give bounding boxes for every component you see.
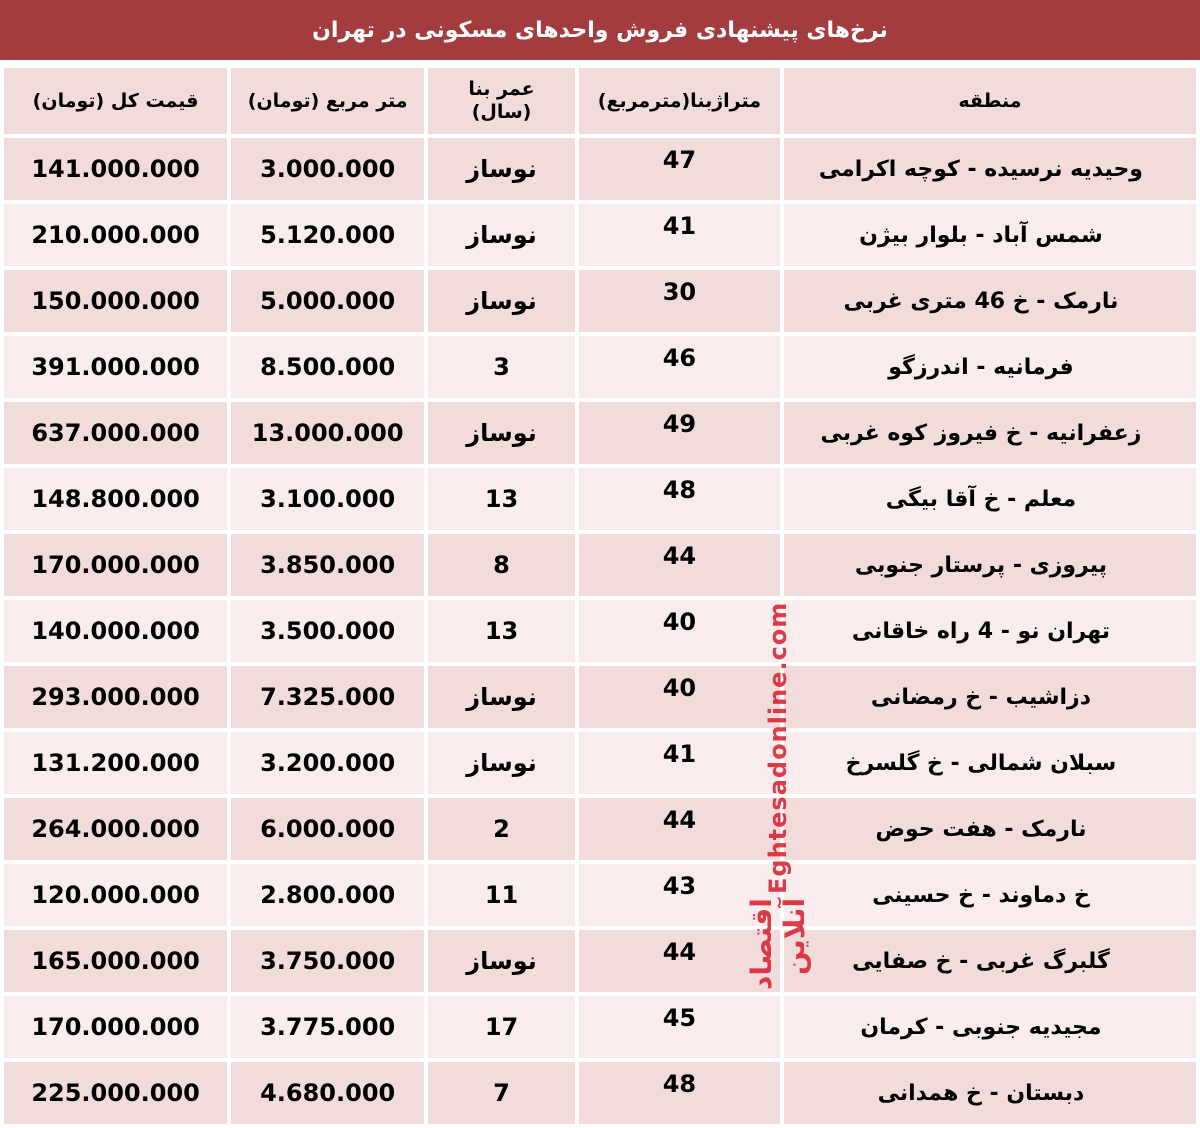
cell-total-price: 140.000.000 [4, 600, 227, 662]
cell-region: خ دماوند - خ حسینی [784, 864, 1196, 926]
cell-total-price: 141.000.000 [4, 138, 227, 200]
cell-total-price: 264.000.000 [4, 798, 227, 860]
cell-area: 43 [579, 864, 780, 926]
cell-price-per-meter: 7.325.000 [231, 666, 424, 728]
table-row [4, 534, 1196, 596]
table-row [4, 402, 1196, 464]
cell-area: 44 [579, 534, 780, 596]
cell-area: 48 [579, 1062, 780, 1124]
cell-area: 44 [579, 930, 780, 992]
cell-total-price: 120.000.000 [4, 864, 227, 926]
cell-area: 44 [579, 798, 780, 860]
cell-region: شمس آباد - بلوار بیژن [784, 204, 1196, 266]
cell-age: نوساز [428, 930, 575, 992]
header-row [4, 68, 1196, 134]
cell-price-per-meter: 3.100.000 [231, 468, 424, 530]
cell-region: دزاشیب - خ رمضانی [784, 666, 1196, 728]
cell-age: 13 [428, 468, 575, 530]
cell-price-per-meter: 4.680.000 [231, 1062, 424, 1124]
cell-region: پیروزی - پرستار جنوبی [784, 534, 1196, 596]
cell-price-per-meter: 8.500.000 [231, 336, 424, 398]
cell-total-price: 293.000.000 [4, 666, 227, 728]
cell-total-price: 131.200.000 [4, 732, 227, 794]
cell-total-price: 170.000.000 [4, 534, 227, 596]
table-row [4, 204, 1196, 266]
watermark-en: Eghtesadonline.com [764, 601, 792, 895]
table-row [4, 468, 1196, 530]
cell-age: نوساز [428, 204, 575, 266]
table-row [4, 270, 1196, 332]
table-title-bar [0, 0, 1200, 64]
price-table [0, 64, 1200, 1128]
cell-price-per-meter: 3.775.000 [231, 996, 424, 1058]
header-region: منطقه [784, 68, 1196, 134]
cell-area: 45 [579, 996, 780, 1058]
table-title: نرخ‌های پیشنهادی فروش واحدهای مسکونی در تهران [312, 17, 888, 43]
cell-area: 46 [579, 336, 780, 398]
header-age: عمر بنا (سال) [428, 68, 575, 134]
cell-age: 7 [428, 1062, 575, 1124]
cell-total-price: 170.000.000 [4, 996, 227, 1058]
cell-region: گلبرگ غربی - خ صفایی [784, 930, 1196, 992]
cell-region: دبستان - خ همدانی [784, 1062, 1196, 1124]
cell-area: 30 [579, 270, 780, 332]
cell-age: 2 [428, 798, 575, 860]
cell-total-price: 165.000.000 [4, 930, 227, 992]
cell-total-price: 637.000.000 [4, 402, 227, 464]
table-row [4, 996, 1196, 1058]
cell-price-per-meter: 3.750.000 [231, 930, 424, 992]
cell-area: 41 [579, 732, 780, 794]
cell-region: تهران نو - 4 راه خاقانی [784, 600, 1196, 662]
table-row [4, 732, 1196, 794]
cell-age: 3 [428, 336, 575, 398]
cell-age: نوساز [428, 138, 575, 200]
cell-price-per-meter: 3.500.000 [231, 600, 424, 662]
header-price-per-meter: متر مربع (تومان) [231, 68, 424, 134]
cell-region: فرمانیه - اندرزگو [784, 336, 1196, 398]
cell-price-per-meter: 3.000.000 [231, 138, 424, 200]
cell-total-price: 225.000.000 [4, 1062, 227, 1124]
cell-age: نوساز [428, 666, 575, 728]
cell-age: 11 [428, 864, 575, 926]
table-row [4, 798, 1196, 860]
cell-area: 47 [579, 138, 780, 200]
cell-area: 49 [579, 402, 780, 464]
table-row [4, 864, 1196, 926]
cell-area: 40 [579, 666, 780, 728]
cell-region: مجیدیه جنوبی - کرمان [784, 996, 1196, 1058]
table-row [4, 930, 1196, 992]
cell-region: معلم - خ آقا بیگی [784, 468, 1196, 530]
cell-total-price: 210.000.000 [4, 204, 227, 266]
cell-region: زعفرانیه - خ فیروز کوه غربی [784, 402, 1196, 464]
table-row [4, 138, 1196, 200]
cell-price-per-meter: 13.000.000 [231, 402, 424, 464]
cell-age: نوساز [428, 402, 575, 464]
cell-area: 40 [579, 600, 780, 662]
cell-region: وحیدیه نرسیده - کوچه اکرامی [784, 138, 1196, 200]
cell-price-per-meter: 5.000.000 [231, 270, 424, 332]
cell-price-per-meter: 3.850.000 [231, 534, 424, 596]
cell-total-price: 150.000.000 [4, 270, 227, 332]
cell-total-price: 148.800.000 [4, 468, 227, 530]
table-row [4, 1062, 1196, 1124]
watermark-fa: اقتصاد آنلاین [745, 898, 811, 991]
header-total-price: قیمت کل (تومان) [4, 68, 227, 134]
cell-region: نارمک - هفت حوض [784, 798, 1196, 860]
table-row [4, 600, 1196, 662]
table-row [4, 336, 1196, 398]
header-area: متراژبنا(مترمربع) [579, 68, 780, 134]
cell-age: 17 [428, 996, 575, 1058]
cell-price-per-meter: 2.800.000 [231, 864, 424, 926]
cell-area: 41 [579, 204, 780, 266]
cell-age: نوساز [428, 270, 575, 332]
cell-price-per-meter: 5.120.000 [231, 204, 424, 266]
cell-region: نارمک - خ 46 متری غربی [784, 270, 1196, 332]
cell-total-price: 391.000.000 [4, 336, 227, 398]
cell-age: 8 [428, 534, 575, 596]
cell-region: سبلان شمالی - خ گلسرخ [784, 732, 1196, 794]
cell-area: 48 [579, 468, 780, 530]
cell-age: نوساز [428, 732, 575, 794]
table-body [4, 138, 1196, 1124]
cell-age: 13 [428, 600, 575, 662]
cell-price-per-meter: 6.000.000 [231, 798, 424, 860]
cell-price-per-meter: 3.200.000 [231, 732, 424, 794]
table-row [4, 666, 1196, 728]
